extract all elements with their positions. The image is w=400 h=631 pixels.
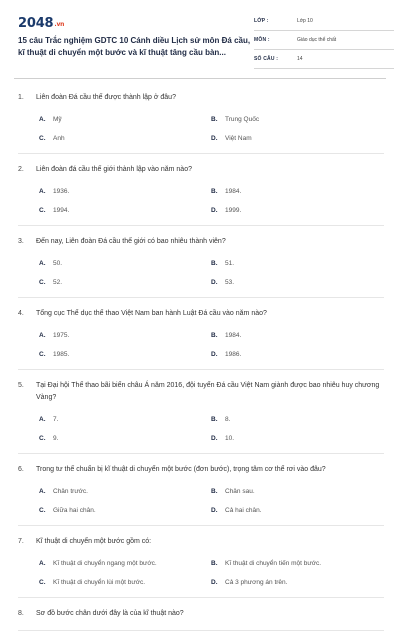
- document-meta: [254, 16, 394, 73]
- question-stem: [18, 298, 384, 320]
- question-text: Trong tư thế chuẩn bị kĩ thuật di chuyển một bước (đơn bước), trọng tâm cơ thể rơi vào đâu?: [36, 466, 326, 473]
- option-b[interactable]: [211, 488, 383, 496]
- option-text: 1936.: [53, 188, 70, 195]
- option-d[interactable]: [211, 207, 383, 215]
- document-header: [14, 12, 386, 74]
- meta-count-row: [254, 54, 394, 69]
- answer-options: [18, 332, 384, 359]
- question-number: 4.: [18, 310, 24, 317]
- question-number: 6.: [18, 466, 24, 473]
- option-letter: C.: [39, 135, 46, 142]
- option-b[interactable]: [211, 116, 383, 124]
- option-letter: D.: [211, 435, 218, 442]
- option-a[interactable]: [39, 416, 211, 424]
- option-text: 53.: [225, 279, 235, 286]
- option-letter: A.: [39, 188, 46, 195]
- option-text: 10.: [225, 435, 235, 442]
- option-text: 51.: [225, 260, 235, 267]
- option-letter: C.: [39, 435, 46, 442]
- option-letter: A.: [39, 260, 46, 267]
- answer-options: [18, 416, 384, 443]
- option-letter: D.: [211, 579, 218, 586]
- option-letter: D.: [211, 207, 218, 214]
- option-letter: D.: [211, 279, 218, 286]
- option-text: Kĩ thuật di chuyển ngang một bước.: [53, 560, 157, 567]
- option-d[interactable]: [211, 135, 383, 143]
- document-title: 15 câu Trắc nghiệm GDTC 10 Cánh diều Lịch sử môn Đá cầu, kĩ thuật di chuyển một bước và kĩ thuật tâng cầu bàn...: [18, 36, 251, 57]
- site-logo[interactable]: [18, 16, 64, 31]
- option-text: Kĩ thuật di chuyển lùi một bước.: [53, 579, 146, 586]
- question-text: Đến nay, Liên đoàn Đá cầu thế giới có bao nhiêu thành viên?: [36, 238, 226, 245]
- option-letter: C.: [39, 279, 46, 286]
- option-a[interactable]: [39, 188, 211, 196]
- option-a[interactable]: [39, 116, 211, 124]
- meta-class-value: Lớp 10: [297, 18, 313, 24]
- option-b[interactable]: [211, 260, 383, 268]
- option-letter: D.: [211, 351, 218, 358]
- option-d[interactable]: [211, 351, 383, 359]
- meta-subject-value: Giáo dục thể chất: [297, 37, 337, 43]
- option-text: Chân sau.: [225, 488, 255, 495]
- option-text: Kĩ thuật di chuyển tiến một bước.: [225, 560, 322, 567]
- option-d[interactable]: [211, 435, 383, 443]
- option-d[interactable]: [211, 507, 383, 515]
- option-text: Giữa hai chân.: [53, 507, 96, 514]
- option-letter: B.: [211, 260, 218, 267]
- option-c[interactable]: [39, 351, 211, 359]
- option-letter: B.: [211, 488, 218, 495]
- question-item: [18, 526, 384, 598]
- answer-options: [18, 188, 384, 215]
- option-b[interactable]: [211, 560, 383, 568]
- question-number: 3.: [18, 238, 24, 245]
- option-letter: D.: [211, 507, 218, 514]
- question-text: Sơ đồ bước chân dưới đây là của kĩ thuật nào?: [36, 610, 184, 617]
- option-a[interactable]: [39, 332, 211, 340]
- option-c[interactable]: [39, 207, 211, 215]
- option-letter: C.: [39, 351, 46, 358]
- option-b[interactable]: [211, 188, 383, 196]
- option-text: 1999.: [225, 207, 242, 214]
- option-letter: A.: [39, 488, 46, 495]
- option-text: Cả 3 phương án trên.: [225, 579, 288, 586]
- question-item: [18, 370, 384, 454]
- option-a[interactable]: [39, 260, 211, 268]
- question-number: 2.: [18, 166, 24, 173]
- option-letter: A.: [39, 332, 46, 339]
- option-c[interactable]: [39, 579, 211, 587]
- option-text: 9.: [53, 435, 59, 442]
- option-letter: C.: [39, 507, 46, 514]
- question-stem: [18, 370, 384, 404]
- question-text: Liên đoàn đá cầu thế giới thành lập vào năm nào?: [36, 166, 192, 173]
- option-text: Anh: [53, 135, 65, 142]
- option-b[interactable]: [211, 416, 383, 424]
- logo-suffix: .vn: [54, 21, 65, 28]
- question-text: Tổng cục Thể dục thể thao Việt Nam ban hành Luật Đá cầu vào năm nào?: [36, 310, 267, 317]
- option-text: 1984.: [225, 332, 242, 339]
- question-number: 7.: [18, 538, 24, 545]
- option-text: 1984.: [225, 188, 242, 195]
- option-text: Việt Nam: [225, 135, 252, 142]
- answer-options: [18, 560, 384, 587]
- question-item: [18, 598, 384, 631]
- question-stem: [18, 454, 384, 476]
- option-letter: B.: [211, 560, 218, 567]
- question-text: Liên đoàn Đá cầu thế được thành lập ở đâu?: [36, 94, 176, 101]
- option-letter: B.: [211, 416, 218, 423]
- option-text: 1975.: [53, 332, 70, 339]
- option-letter: A.: [39, 416, 46, 423]
- option-text: 8.: [225, 416, 231, 423]
- option-letter: B.: [211, 332, 218, 339]
- option-text: 7.: [53, 416, 59, 423]
- option-letter: D.: [211, 135, 218, 142]
- question-number: 8.: [18, 610, 24, 617]
- question-item: [18, 226, 384, 298]
- option-c[interactable]: [39, 279, 211, 287]
- option-a[interactable]: [39, 488, 211, 496]
- option-c[interactable]: [39, 507, 211, 515]
- question-list: [18, 82, 384, 631]
- question-item: [18, 154, 384, 226]
- option-c[interactable]: [39, 435, 211, 443]
- question-stem: [18, 226, 384, 248]
- answer-options: [18, 488, 384, 515]
- meta-subject-label: MÔN :: [254, 37, 270, 43]
- question-text: Tại Đại hội Thể thao bãi biển châu Á năm 2016, đội tuyển Đá cầu Việt Nam giành được bao nhiêu huy chương Vàng?: [36, 382, 380, 401]
- meta-count-label: SỐ CÂU :: [254, 56, 279, 62]
- option-text: 52.: [53, 279, 63, 286]
- meta-class-row: [254, 16, 394, 31]
- option-text: Trung Quốc: [225, 116, 260, 123]
- question-stem: [18, 154, 384, 176]
- option-text: 50.: [53, 260, 63, 267]
- option-text: Chân trước.: [53, 488, 88, 495]
- answer-options: [18, 260, 384, 287]
- option-letter: A.: [39, 560, 46, 567]
- option-letter: C.: [39, 207, 46, 214]
- option-d[interactable]: [211, 279, 383, 287]
- meta-count-value: 14: [297, 56, 303, 62]
- option-a[interactable]: [39, 560, 211, 568]
- option-text: Cả hai chân.: [225, 507, 262, 514]
- option-letter: C.: [39, 579, 46, 586]
- option-text: 1985.: [53, 351, 70, 358]
- option-letter: B.: [211, 116, 218, 123]
- question-number: 1.: [18, 94, 24, 101]
- question-item: [18, 82, 384, 154]
- option-text: Mỹ: [53, 116, 62, 123]
- option-letter: B.: [211, 188, 218, 195]
- header-divider: [14, 78, 386, 79]
- option-text: 1986.: [225, 351, 242, 358]
- meta-subject-row: [254, 35, 394, 50]
- question-stem: [18, 526, 384, 548]
- option-b[interactable]: [211, 332, 383, 340]
- option-letter: A.: [39, 116, 46, 123]
- question-stem: [18, 598, 384, 620]
- answer-options: [18, 116, 384, 143]
- question-stem: [18, 82, 384, 104]
- question-text: Kĩ thuật di chuyển một bước gồm có:: [36, 538, 152, 545]
- question-number: 5.: [18, 382, 24, 389]
- option-text: 1994.: [53, 207, 70, 214]
- option-c[interactable]: [39, 135, 211, 143]
- question-item: [18, 454, 384, 526]
- question-item: [18, 298, 384, 370]
- logo-text: 2048: [18, 16, 54, 31]
- option-d[interactable]: [211, 579, 383, 587]
- meta-class-label: LỚP :: [254, 18, 269, 24]
